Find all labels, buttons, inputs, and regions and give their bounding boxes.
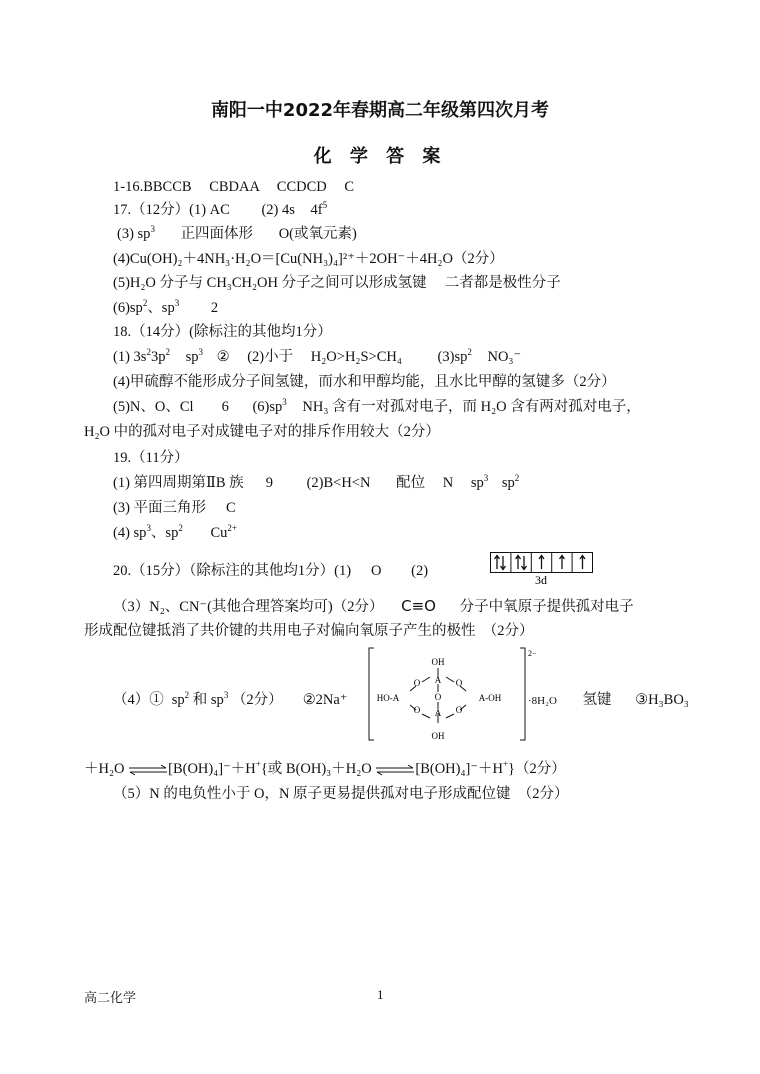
svg-text:A-OH: A-OH bbox=[478, 693, 502, 703]
q18-line3: (5)N、O、Cl 6 $(6)sp^3$ NH₃ 含有一对孤对电子，而 H₂O 含有两对孤对电子， bbox=[113, 397, 641, 415]
svg-text:2−: 2− bbox=[528, 649, 537, 658]
svg-text:O: O bbox=[413, 705, 421, 715]
q19-head: 19.（11分） bbox=[113, 450, 189, 466]
q20-line3: 形成配位键抵消了共价键的共用电子对偏向氧原子产生的极性 （2分） bbox=[84, 623, 534, 639]
q17-line2: (3) $sp^3$ 正四面体形 O(或氧元素) bbox=[117, 224, 357, 242]
q20-line6: （5）N 的电负性小于 O，N 原子更易提供孤对电子形成配位键 （2分） bbox=[113, 786, 569, 802]
q18-line2: (4)甲硫醇不能形成分子间氢键，而水和甲醇均能，且水比甲醇的氢键多（2分） bbox=[113, 374, 616, 390]
q17-line1: 17.（12分）(1) AC (2) 4s $4f^5$ bbox=[113, 200, 328, 218]
page-title: 南阳一中2022年春期高二年级第四次月考 bbox=[210, 100, 550, 121]
orbital-label: 3d bbox=[535, 573, 547, 586]
svg-text:A: A bbox=[434, 675, 442, 685]
svg-text:O: O bbox=[455, 705, 463, 715]
q20-line4-left: （4）① $sp^2$ 和 $sp^3$ （2分） ②2Na⁺ bbox=[113, 690, 348, 708]
equilibrium-arrow-icon bbox=[375, 764, 415, 776]
page-subtitle: 化 学 答 案 bbox=[313, 146, 447, 167]
q18-head: 18.（14分）(除标注的其他均1分） bbox=[113, 324, 332, 340]
equilibrium-arrow-icon bbox=[128, 764, 168, 776]
svg-text:OH: OH bbox=[431, 657, 445, 667]
borate-structure bbox=[368, 646, 538, 746]
footer-subject: 高二化学 bbox=[84, 990, 137, 1005]
q17-line4: (5)H₂O 分子与 CH₃CH₂OH 分子之间可以形成氢键 二者都是极性分子 bbox=[113, 275, 561, 291]
q20-line1: 20.（15分）（除标注的其他均1分）(1) O (2) bbox=[113, 563, 429, 579]
q20-line2: （3）N₂、CN⁻(其他合理答案均可)（2分） C≡O 分子中氧原子提供孤对电子 bbox=[113, 597, 634, 615]
svg-text:HO-A: HO-A bbox=[376, 693, 400, 703]
footer-page-number: 1 bbox=[377, 987, 384, 1002]
svg-text:A: A bbox=[434, 708, 442, 718]
q20-line4-right: ·8H₂O 氢键 ③H₃BO₃ bbox=[528, 692, 689, 708]
q18-line1: (1) $3s^23p^2$ $sp^3$ ② (2)小于 H₂O>H₂S>CH₄ $(3)sp^2$ NO₃⁻ bbox=[113, 347, 522, 365]
svg-text:O: O bbox=[413, 678, 421, 688]
orbital-diagram-3d bbox=[490, 552, 596, 586]
q20-line5: ＋H₂O [B(OH)₄]⁻＋H+{或 B(OH)₃＋H₂O [B(OH)₄]⁻＋H+}（2分） bbox=[84, 759, 566, 777]
svg-text:O: O bbox=[455, 678, 463, 688]
co-formula: C≡O bbox=[401, 597, 436, 615]
q19-line2: (3) 平面三角形 C bbox=[113, 500, 236, 516]
q17-line5: $(6)sp^2$、$sp^3$ 2 bbox=[113, 298, 219, 316]
svg-text:O: O bbox=[434, 692, 442, 702]
q19-line3: (4) $sp^3$、$sp^2$ $Cu^{2+}$ bbox=[113, 523, 237, 541]
q18-line4: H₂O 中的孤对电子对成键电子对的排斥作用较大（2分） bbox=[84, 424, 440, 440]
svg-text:OH: OH bbox=[431, 731, 445, 741]
q19-line1: (1) 第四周期第ⅡB 族 9 (2)B<H<N 配位 N $sp^3$ $sp^2$ bbox=[113, 473, 520, 491]
q17-line3: (4)Cu(OH)₂＋4NH₃·H₂O＝[Cu(NH₃)₄]²⁺＋2OH⁻＋4H₂O（2分） bbox=[113, 251, 504, 267]
answers-1-16: 1-16.BBCCB CBDAA CCDCD C bbox=[113, 179, 355, 195]
